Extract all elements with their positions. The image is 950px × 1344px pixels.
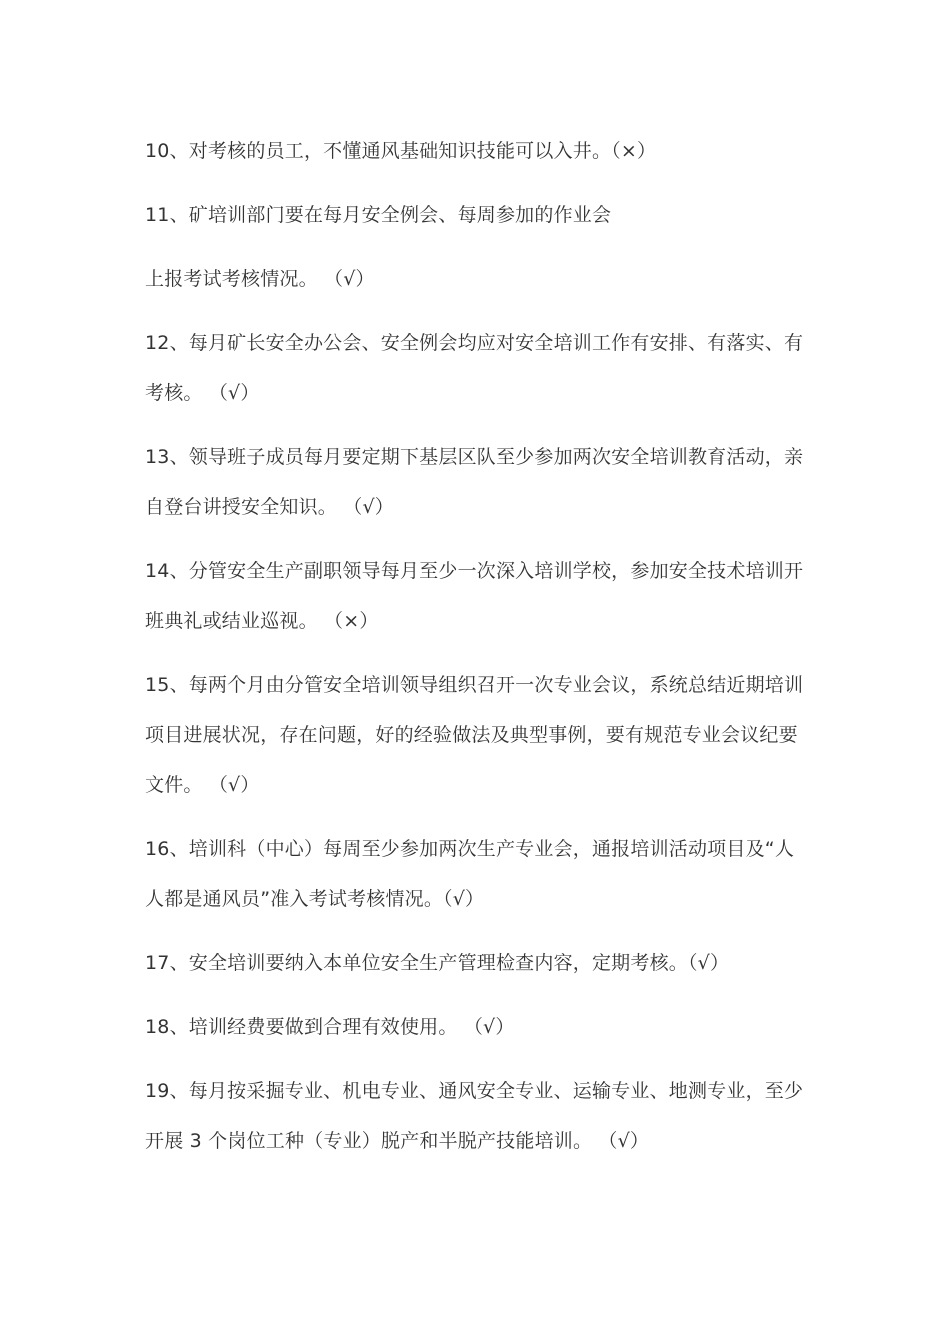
- item-11-line-2: 上报考试考核情况。 （√）: [145, 268, 375, 290]
- item-15-line-1: 15、每两个月由分管安全培训领导组织召开一次专业会议，系统总结近期培训: [145, 674, 804, 696]
- item-15-line-2: 项目进展状况，存在问题，好的经验做法及典型事例，要有规范专业会议纪要: [145, 724, 798, 746]
- item-13-line-1: 13、领导班子成员每月要定期下基层区队至少参加两次安全培训教育活动，亲: [145, 446, 804, 468]
- item-14-line-1: 14、分管安全生产副职领导每月至少一次深入培训学校，参加安全技术培训开: [145, 560, 804, 582]
- item-12-line-1: 12、每月矿长安全办公会、安全例会均应对安全培训工作有安排、有落实、有: [145, 332, 804, 354]
- item-18: 18、培训经费要做到合理有效使用。 （√）: [145, 1016, 515, 1038]
- item-14-line-2: 班典礼或结业巡视。 （×）: [145, 610, 379, 632]
- item-17: 17、安全培训要纳入本单位安全生产管理检查内容，定期考核。（√）: [145, 952, 730, 974]
- item-19-line-2: 开展 3 个岗位工种（专业）脱产和半脱产技能培训。 （√）: [145, 1130, 650, 1152]
- item-19-line-1: 19、每月按采掘专业、机电专业、通风安全专业、运输专业、地测专业，至少: [145, 1080, 804, 1102]
- item-12-line-2: 考核。 （√）: [145, 382, 260, 404]
- item-10: 10、对考核的员工，不懂通风基础知识技能可以入井。（×）: [145, 140, 657, 162]
- item-11-line-1: 11、矿培训部门要在每月安全例会、每周参加的作业会: [145, 204, 612, 226]
- item-15-line-3: 文件。 （√）: [145, 774, 260, 796]
- item-16-line-1: 16、培训科（中心）每周至少参加两次生产专业会，通报培训活动项目及“人: [145, 838, 795, 860]
- item-13-line-2: 自登台讲授安全知识。 （√）: [145, 496, 394, 518]
- item-16-line-2: 人都是通风员”准入考试考核情况。（√）: [145, 888, 485, 910]
